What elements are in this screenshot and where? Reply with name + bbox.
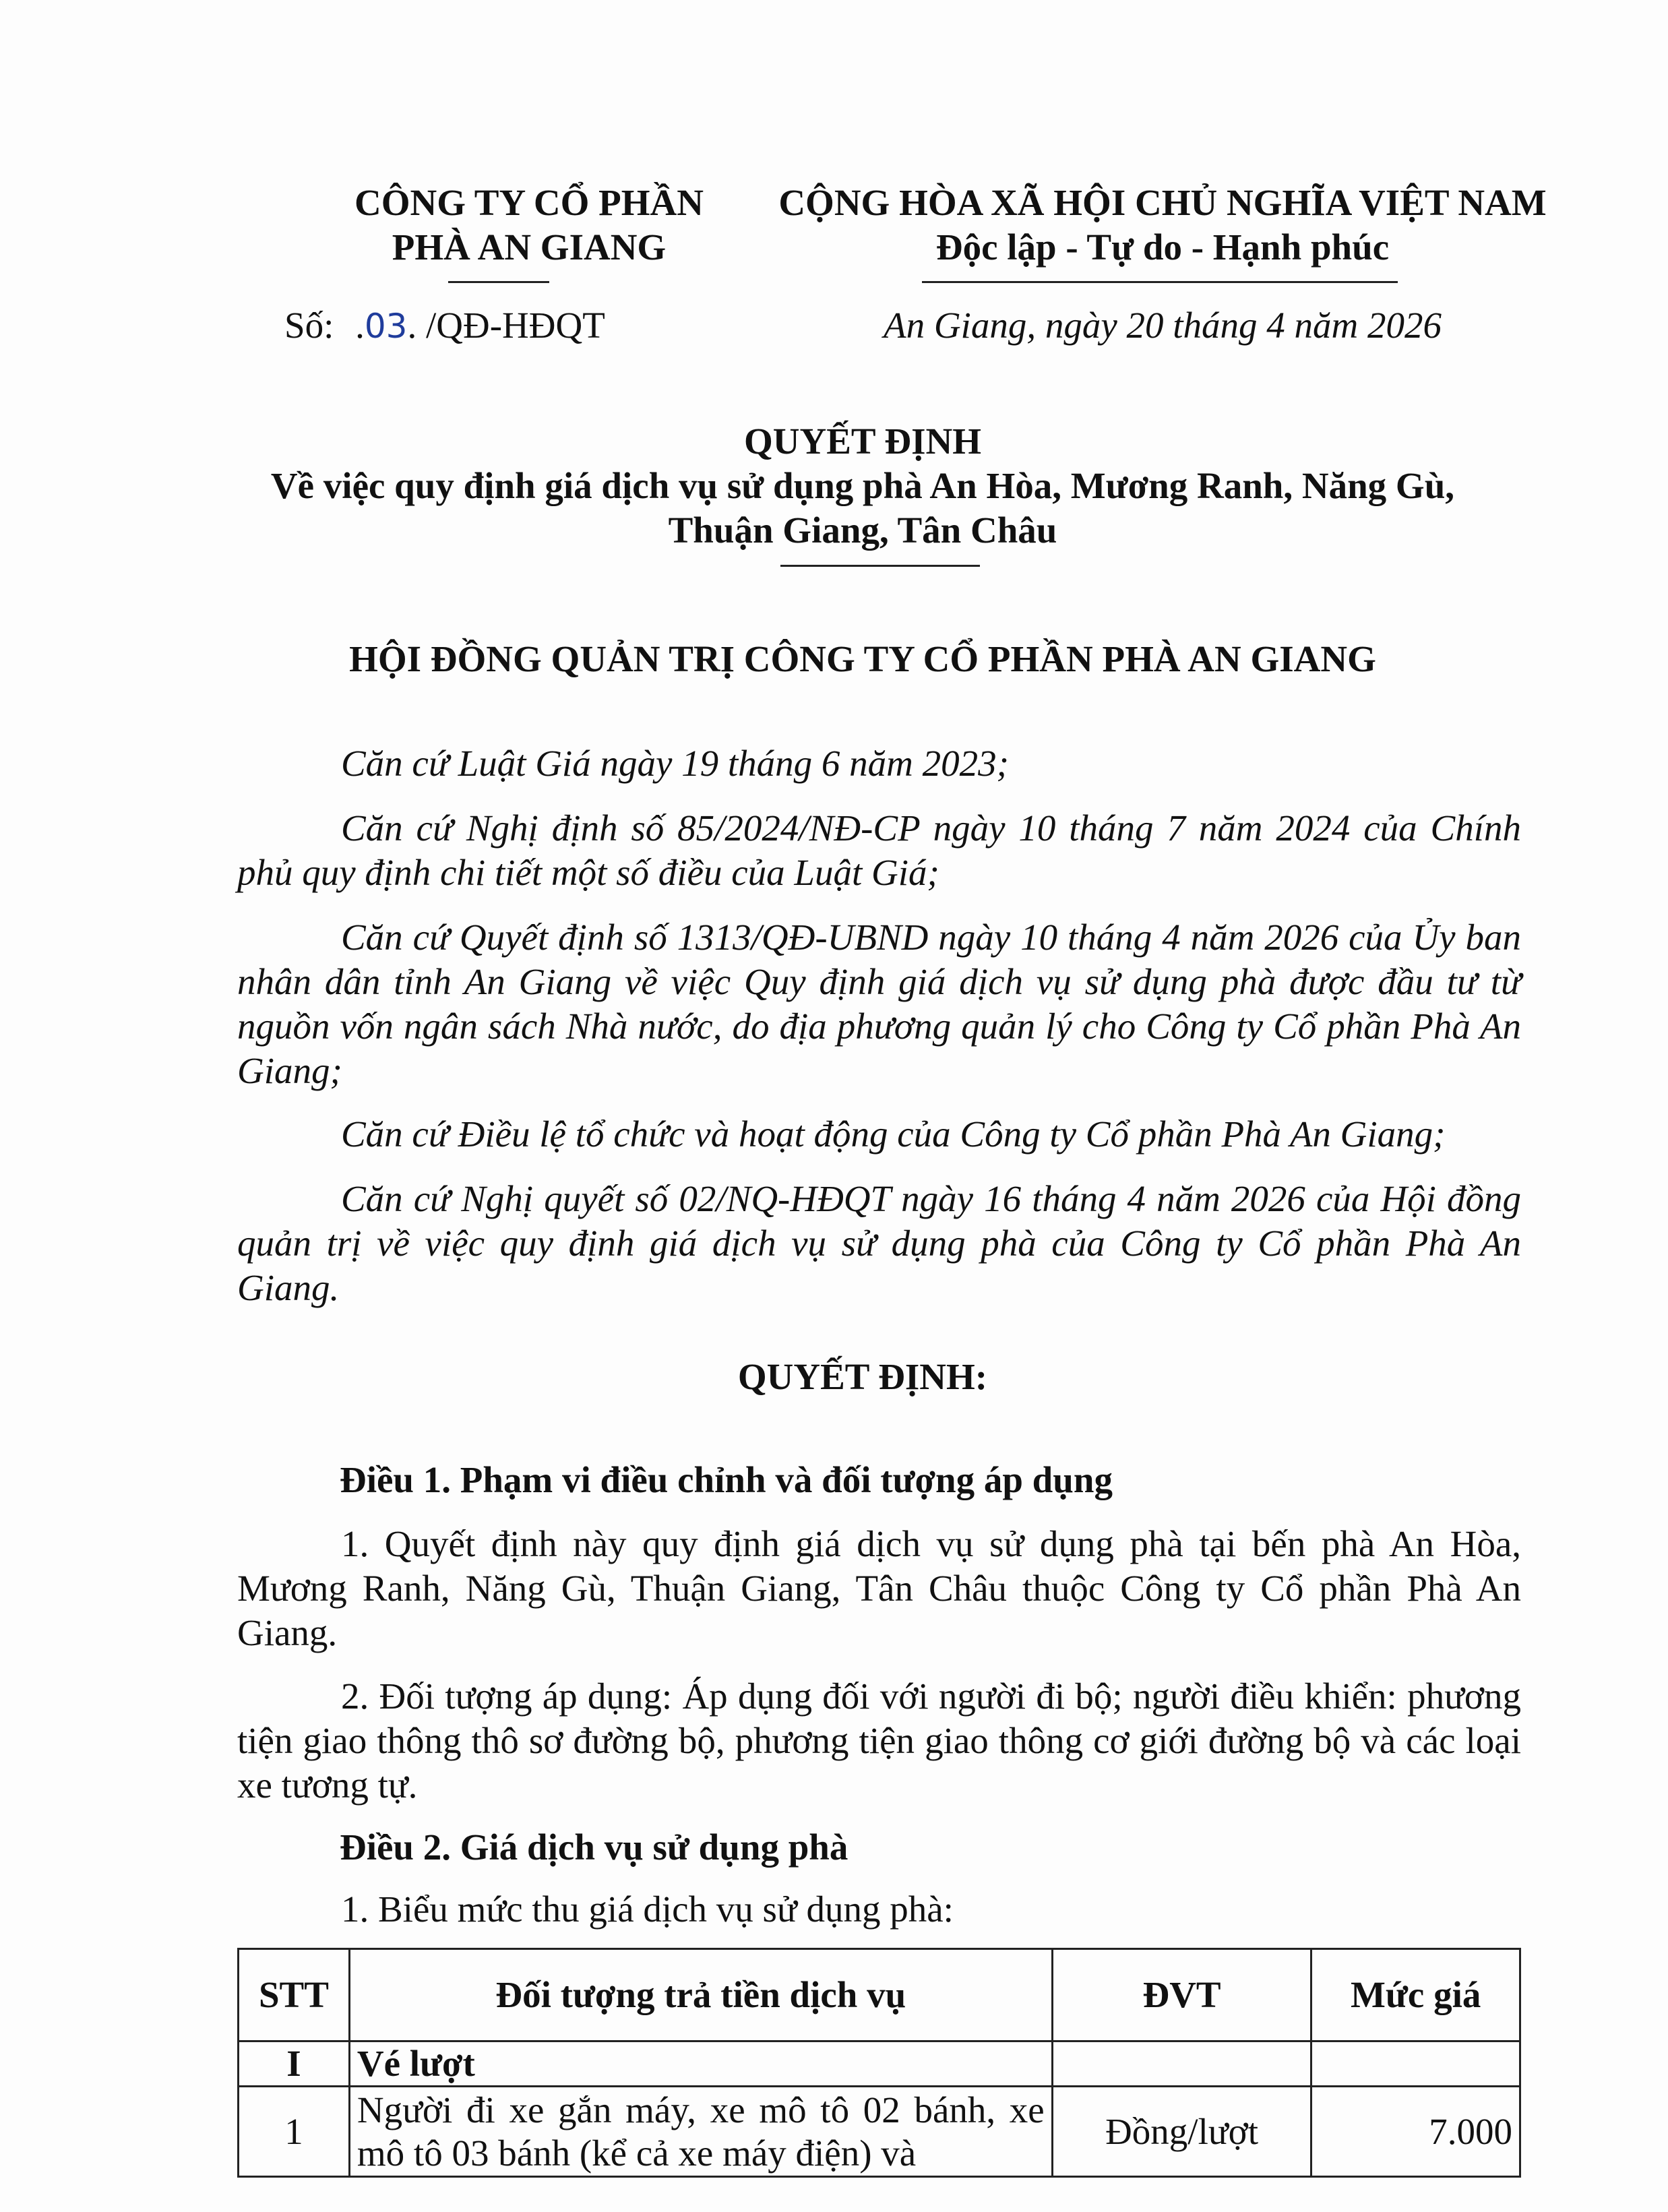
row-price: 7.000 — [1311, 2087, 1520, 2177]
motto-underline — [922, 281, 1398, 283]
national-header-block — [755, 181, 1570, 270]
header-price: Mức giá — [1311, 1949, 1520, 2041]
table-row — [239, 2087, 1520, 2177]
legal-basis-2: Căn cứ Nghị định số 85/2024/NĐ-CP ngày 10 tháng 7 năm 2024 của Chính phủ quy định chi tiết một số điều của Luật Giá; — [237, 807, 1521, 893]
decision-subject-line1: Về việc quy định giá dịch vụ sử dụng phà An Hòa, Mương Ranh, Năng Gù, — [270, 465, 1455, 506]
row-unit: Đồng/lượt — [1052, 2087, 1311, 2177]
place-and-date: An Giang, ngày 20 tháng 4 năm 2026 — [883, 305, 1442, 346]
row-description: Người đi xe gắn máy, xe mô tô 02 bánh, xe mô tô 03 bánh (kể cả xe máy điện) và — [349, 2087, 1052, 2177]
company-name-line2: PHÀ AN GIANG — [392, 226, 667, 268]
decision-title: QUYẾT ĐỊNH — [744, 421, 981, 462]
decision-subject-line2: Thuận Giang, Tân Châu — [668, 510, 1057, 551]
legal-basis-1: Căn cứ Luật Giá ngày 19 tháng 6 năm 2023; — [341, 743, 1009, 784]
table-row — [239, 2041, 1520, 2087]
legal-basis-4: Căn cứ Điều lệ tổ chức và hoạt động của Công ty Cổ phần Phà An Giang; — [341, 1113, 1446, 1155]
article2-heading: Điều 2. Giá dịch vụ sử dụng phà — [340, 1826, 848, 1868]
article2-clause1: 1. Biểu mức thu giá dịch vụ sử dụng phà: — [341, 1888, 954, 1930]
issuer-heading: HỘI ĐỒNG QUẢN TRỊ CÔNG TY CỔ PHẦN PHÀ AN GIANG — [349, 638, 1376, 679]
country-name: CỘNG HÒA XÃ HỘI CHỦ NGHĨA VIỆT NAM — [778, 182, 1547, 223]
number-prefix: Số: — [284, 305, 334, 346]
handwritten-number: 03 — [364, 307, 408, 346]
header-stt: STT — [239, 1949, 350, 2041]
legal-basis-3: Căn cứ Quyết định số 1313/QĐ-UBND ngày 10 tháng 4 năm 2026 của Ủy ban nhân dân tỉnh An Giang về việc Quy định giá dịch vụ sử dụng phà được đầu tư từ nguồn vốn ngân sách Nhà nước, do địa phương quản lý cho Công ty Cổ phần Phà An Giang; — [237, 917, 1521, 1091]
row-unit — [1052, 2041, 1311, 2087]
national-motto: Độc lập - Tự do - Hạnh phúc — [935, 226, 1390, 268]
company-name-line1: CÔNG TY CỔ PHẦN — [354, 182, 704, 223]
table-header-row — [239, 1949, 1520, 2041]
row-stt: I — [239, 2041, 350, 2087]
decision-title-block — [202, 419, 1523, 553]
decision-heading: QUYẾT ĐỊNH: — [737, 1356, 988, 1397]
company-name-block — [243, 181, 815, 270]
header-unit: ĐVT — [1052, 1949, 1311, 2041]
legal-basis-5: Căn cứ Nghị quyết số 02/NQ-HĐQT ngày 16 tháng 4 năm 2026 của Hội đồng quản trị về việc quy định giá dịch vụ sử dụng phà của Công ty Cổ phần Phà An Giang. — [237, 1178, 1521, 1308]
article1-heading: Điều 1. Phạm vi điều chỉnh và đối tượng áp dụng — [340, 1459, 1113, 1500]
row-description: Vé lượt — [349, 2041, 1052, 2087]
title-underline — [780, 565, 980, 567]
article1-clause1: 1. Quyết định này quy định giá dịch vụ sử dụng phà tại bến phà An Hòa, Mương Ranh, Năng Gù, Thuận Giang, Tân Châu thuộc Công ty Cổ phần Phà An Giang. — [237, 1523, 1521, 1653]
number-suffix: . /QĐ-HĐQT — [407, 305, 605, 346]
document-number — [284, 303, 605, 348]
header-description: Đối tượng trả tiền dịch vụ — [349, 1949, 1052, 2041]
number-dots-before: . — [355, 305, 365, 346]
row-price — [1311, 2041, 1520, 2087]
article1-clause2: 2. Đối tượng áp dụng: Áp dụng đối với người đi bộ; người điều khiển: phương tiện giao thông thô sơ đường bộ, phương tiện giao thông cơ giới đường bộ và các loại xe tương tự. — [237, 1676, 1521, 1806]
company-underline — [448, 281, 549, 283]
row-stt: 1 — [239, 2087, 350, 2177]
price-table — [237, 1948, 1521, 2178]
